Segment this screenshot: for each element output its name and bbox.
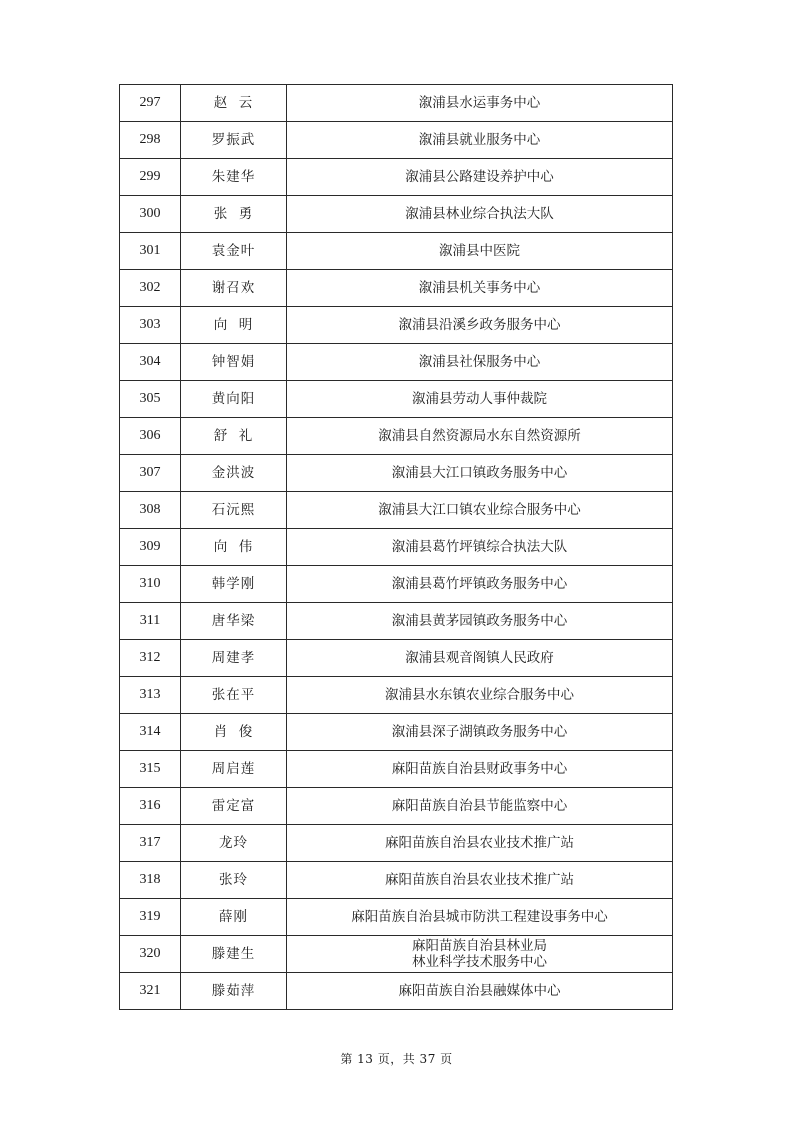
row-number: 307 [120, 455, 181, 492]
table-row [120, 196, 673, 233]
work-unit: 溆浦县自然资源局水东自然资源所 [287, 418, 673, 455]
person-name: 张玲 [181, 862, 287, 899]
row-number: 317 [120, 825, 181, 862]
work-unit: 麻阳苗族自治县城市防洪工程建设事务中心 [287, 899, 673, 936]
table-row [120, 566, 673, 603]
row-number: 301 [120, 233, 181, 270]
person-name: 唐华梁 [181, 603, 287, 640]
work-unit: 麻阳苗族自治县财政事务中心 [287, 751, 673, 788]
table-body [120, 85, 673, 1010]
work-unit: 溆浦县葛竹坪镇综合执法大队 [287, 529, 673, 566]
work-unit: 溆浦县葛竹坪镇政务服务中心 [287, 566, 673, 603]
person-name: 向 伟 [181, 529, 287, 566]
person-name: 张 勇 [181, 196, 287, 233]
row-number: 298 [120, 122, 181, 159]
work-unit: 溆浦县劳动人事仲裁院 [287, 381, 673, 418]
person-name: 肖 俊 [181, 714, 287, 751]
personnel-table [119, 84, 673, 1010]
work-unit: 溆浦县社保服务中心 [287, 344, 673, 381]
table-row [120, 862, 673, 899]
row-number: 320 [120, 936, 181, 973]
work-unit: 麻阳苗族自治县农业技术推广站 [287, 862, 673, 899]
work-unit: 麻阳苗族自治县节能监察中心 [287, 788, 673, 825]
person-name: 周建孝 [181, 640, 287, 677]
table-row [120, 85, 673, 122]
row-number: 312 [120, 640, 181, 677]
work-unit: 溆浦县大江口镇政务服务中心 [287, 455, 673, 492]
table-row [120, 603, 673, 640]
row-number: 310 [120, 566, 181, 603]
work-unit: 溆浦县水东镇农业综合服务中心 [287, 677, 673, 714]
table-row [120, 677, 673, 714]
row-number: 318 [120, 862, 181, 899]
row-number: 297 [120, 85, 181, 122]
person-name: 金洪波 [181, 455, 287, 492]
person-name: 罗振武 [181, 122, 287, 159]
table-row [120, 492, 673, 529]
person-name: 雷定富 [181, 788, 287, 825]
table-row [120, 344, 673, 381]
row-number: 313 [120, 677, 181, 714]
person-name: 钟智娟 [181, 344, 287, 381]
work-unit: 溆浦县就业服务中心 [287, 122, 673, 159]
work-unit [287, 936, 673, 973]
row-number: 303 [120, 307, 181, 344]
person-name: 向 明 [181, 307, 287, 344]
table-row [120, 307, 673, 344]
work-unit: 溆浦县机关事务中心 [287, 270, 673, 307]
person-name: 黄向阳 [181, 381, 287, 418]
row-number: 308 [120, 492, 181, 529]
table-row [120, 936, 673, 973]
table-row [120, 825, 673, 862]
person-name: 朱建华 [181, 159, 287, 196]
person-name: 舒 礼 [181, 418, 287, 455]
person-name: 滕茹萍 [181, 973, 287, 1010]
work-unit: 溆浦县大江口镇农业综合服务中心 [287, 492, 673, 529]
table-row [120, 788, 673, 825]
row-number: 306 [120, 418, 181, 455]
table-row [120, 751, 673, 788]
table-row [120, 973, 673, 1010]
table-row [120, 899, 673, 936]
work-unit: 溆浦县深子湖镇政务服务中心 [287, 714, 673, 751]
table-row [120, 233, 673, 270]
row-number: 305 [120, 381, 181, 418]
row-number: 309 [120, 529, 181, 566]
row-number: 314 [120, 714, 181, 751]
person-name: 赵 云 [181, 85, 287, 122]
person-name: 张在平 [181, 677, 287, 714]
table-row [120, 714, 673, 751]
work-unit-line: 麻阳苗族自治县林业局 [412, 938, 547, 954]
person-name: 谢召欢 [181, 270, 287, 307]
row-number: 321 [120, 973, 181, 1010]
page-footer: 第 13 页，共 37 页 [340, 1052, 453, 1066]
work-unit: 溆浦县沿溪乡政务服务中心 [287, 307, 673, 344]
person-name: 袁金叶 [181, 233, 287, 270]
person-name: 周启莲 [181, 751, 287, 788]
work-unit: 溆浦县林业综合执法大队 [287, 196, 673, 233]
person-name: 滕建生 [181, 936, 287, 973]
person-name: 薛刚 [181, 899, 287, 936]
row-number: 316 [120, 788, 181, 825]
row-number: 319 [120, 899, 181, 936]
row-number: 311 [120, 603, 181, 640]
table-row [120, 122, 673, 159]
work-unit: 溆浦县水运事务中心 [287, 85, 673, 122]
work-unit: 麻阳苗族自治县融媒体中心 [287, 973, 673, 1010]
table-row [120, 159, 673, 196]
table-row [120, 455, 673, 492]
row-number: 299 [120, 159, 181, 196]
table-row [120, 270, 673, 307]
work-unit-line: 林业科学技术服务中心 [412, 954, 547, 970]
work-unit: 麻阳苗族自治县农业技术推广站 [287, 825, 673, 862]
table-row [120, 418, 673, 455]
row-number: 302 [120, 270, 181, 307]
table-row [120, 381, 673, 418]
work-unit: 溆浦县公路建设养护中心 [287, 159, 673, 196]
table-row [120, 640, 673, 677]
row-number: 304 [120, 344, 181, 381]
person-name: 韩学刚 [181, 566, 287, 603]
person-name: 石沅熙 [181, 492, 287, 529]
table-row [120, 529, 673, 566]
person-name: 龙玲 [181, 825, 287, 862]
work-unit: 溆浦县中医院 [287, 233, 673, 270]
work-unit: 溆浦县观音阁镇人民政府 [287, 640, 673, 677]
work-unit: 溆浦县黄茅园镇政务服务中心 [287, 603, 673, 640]
row-number: 315 [120, 751, 181, 788]
row-number: 300 [120, 196, 181, 233]
